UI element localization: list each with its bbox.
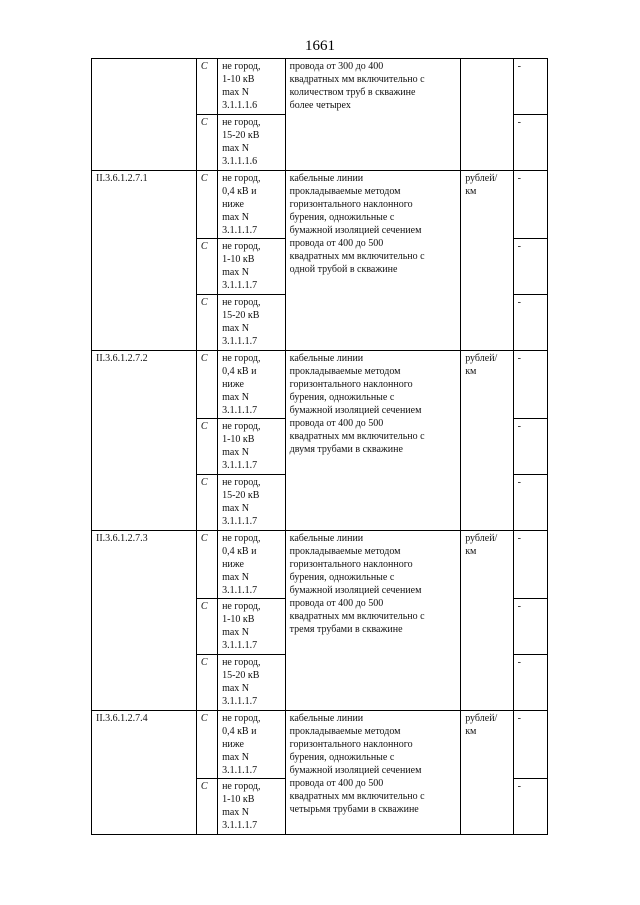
unit-cell: рублей/ км	[461, 171, 513, 351]
condition-cell: не город, 1-10 кВ max N 3.1.1.1.7	[218, 779, 286, 835]
condition-cell: не город, 0,4 кВ и ниже max N 3.1.1.1.7	[218, 531, 286, 599]
condition-cell: не город, 1-10 кВ max N 3.1.1.1.7	[218, 239, 286, 295]
value-cell: -	[513, 655, 547, 711]
category-letter: C	[196, 779, 217, 835]
table-row	[92, 59, 548, 115]
description-cell: кабельные линии прокладываемые методом горизонтального наклонного бурения, одножильные с бумажной изоляцией сечением провода от 400 до 500 квадратных мм включительно с тремя трубами в скважине	[285, 531, 461, 711]
value-cell: -	[513, 711, 547, 779]
value-cell: -	[513, 239, 547, 295]
condition-cell: не город, 15-20 кВ max N 3.1.1.1.7	[218, 655, 286, 711]
category-letter: C	[196, 171, 217, 239]
category-letter: C	[196, 475, 217, 531]
value-cell: -	[513, 419, 547, 475]
category-letter: C	[196, 295, 217, 351]
table-row	[92, 531, 548, 599]
description-cell: кабельные линии прокладываемые методом горизонтального наклонного бурения, одножильные с бумажной изоляцией сечением провода от 400 до 500 квадратных мм включительно с двумя трубами в скважине	[285, 351, 461, 531]
page-number: 1661	[305, 38, 335, 54]
value-cell: -	[513, 59, 547, 115]
condition-cell: не город, 0,4 кВ и ниже max N 3.1.1.1.7	[218, 351, 286, 419]
category-letter: C	[196, 531, 217, 599]
condition-cell: не город, 1-10 кВ max N 3.1.1.1.7	[218, 419, 286, 475]
table-row	[92, 171, 548, 239]
condition-cell: не город, 15-20 кВ max N 3.1.1.1.7	[218, 295, 286, 351]
unit-cell: рублей/ км	[461, 711, 513, 835]
condition-cell: не город, 1-10 кВ max N 3.1.1.1.6	[218, 59, 286, 115]
category-letter: C	[196, 115, 217, 171]
tariff-table-body	[92, 59, 548, 835]
condition-cell: не город, 0,4 кВ и ниже max N 3.1.1.1.7	[218, 711, 286, 779]
category-letter: C	[196, 599, 217, 655]
description-cell: кабельные линии прокладываемые методом горизонтального наклонного бурения, одножильные с бумажной изоляцией сечением провода от 400 до 500 квадратных мм включительно с четырьмя трубами в скважине	[285, 711, 461, 835]
category-letter: C	[196, 419, 217, 475]
category-letter: C	[196, 239, 217, 295]
description-cell: провода от 300 до 400 квадратных мм включительно с количеством труб в скважине более четырех	[285, 59, 461, 171]
category-letter: C	[196, 711, 217, 779]
unit-cell	[461, 59, 513, 171]
value-cell: -	[513, 171, 547, 239]
unit-cell: рублей/ км	[461, 351, 513, 531]
category-letter: C	[196, 655, 217, 711]
condition-cell: не город, 0,4 кВ и ниже max N 3.1.1.1.7	[218, 171, 286, 239]
value-cell: -	[513, 351, 547, 419]
condition-cell: не город, 15-20 кВ max N 3.1.1.1.6	[218, 115, 286, 171]
value-cell: -	[513, 475, 547, 531]
condition-cell: не город, 15-20 кВ max N 3.1.1.1.7	[218, 475, 286, 531]
item-code: II.3.6.1.2.7.3	[92, 531, 197, 711]
value-cell: -	[513, 779, 547, 835]
category-letter: C	[196, 59, 217, 115]
item-code	[92, 59, 197, 171]
item-code: II.3.6.1.2.7.4	[92, 711, 197, 835]
value-cell: -	[513, 531, 547, 599]
value-cell: -	[513, 295, 547, 351]
table-row	[92, 711, 548, 779]
table-row	[92, 351, 548, 419]
category-letter: C	[196, 351, 217, 419]
tariff-table	[91, 58, 548, 835]
description-cell: кабельные линии прокладываемые методом горизонтального наклонного бурения, одножильные с бумажной изоляцией сечением провода от 400 до 500 квадратных мм включительно с одной трубой в скважине	[285, 171, 461, 351]
condition-cell: не город, 1-10 кВ max N 3.1.1.1.7	[218, 599, 286, 655]
value-cell: -	[513, 599, 547, 655]
item-code: II.3.6.1.2.7.1	[92, 171, 197, 351]
item-code: II.3.6.1.2.7.2	[92, 351, 197, 531]
unit-cell: рублей/ км	[461, 531, 513, 711]
value-cell: -	[513, 115, 547, 171]
